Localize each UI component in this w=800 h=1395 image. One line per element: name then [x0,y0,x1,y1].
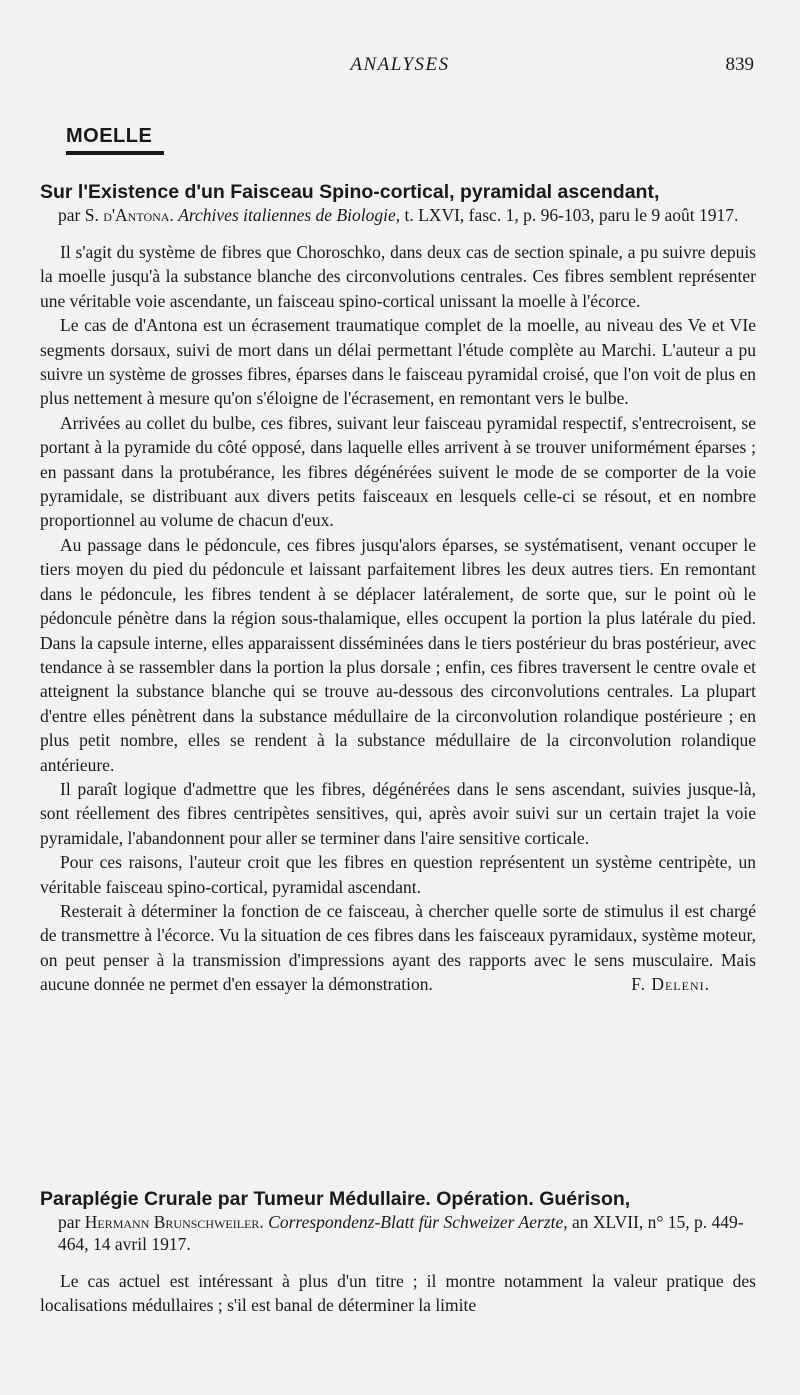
running-head [0,54,800,78]
section-title: MOELLE [66,125,153,147]
citation-by: par [58,1212,81,1232]
article-citation [40,1211,756,1255]
article-body [40,1269,756,1318]
article-citation: par S. d'Antona. Archives italiennes de Biologie, t. LXVI, fasc. 1, p. 96-103, paru le 9 août 1917. [58,205,739,225]
paragraph: Arrivées au collet du bulbe, ces fibres, suivant leur faisceau pyramidal respectif, s'entrecroisent, se portant à la pyramide du côté opposé, dans laquelle elles arrivent à se trouver uniformément éparses ; en passant dans la protubérance, les fibres dégénérées suivent le mode de se comporter de la voie pyramidale, se distribuant aux divers petits faisceaux en lesquels celle-ci se résout, et en nombre proportionnel au volume de chacun d'eux. [40,412,756,531]
paragraph: Pour ces raisons, l'auteur croit que les fibres en question représentent un système centripète, un véritable faisceau spino-cortical, pyramidal ascendant. [40,852,756,897]
citation-details: an XLVII, n° 15, p. 449-464, 14 avril 1917. [58,1212,744,1254]
article-title: Sur l'Existence d'un Faisceau Spino-cortical, pyramidal ascendant, [40,181,660,203]
citation-by: par S. [58,205,99,225]
citation-journal: Correspondenz-Blatt für Schweizer Aerzte, [268,1212,568,1232]
citation-details: t. LXVI, fasc. 1, p. 96-103, paru le 9 août 1917. [404,205,739,225]
paragraph: Il paraît logique d'admettre que les fibres, dégénérées dans le sens ascendant, suivies jusque-là, sont réellement des fibres centripètes sensitives, qui, après avoir suivi sur un certain trajet la voie pyramidale, l'abandonnent pour aller se terminer dans l'aire sensitive corticale. [40,778,756,848]
reviewer-signature: F. Deleni. [631,974,710,995]
citation-author: d'Antona [103,205,170,225]
article-title: Paraplégie Crurale par Tumeur Médullaire. Opération. Guérison, [40,1188,631,1210]
paragraph: Le cas actuel est intéressant à plus d'un titre ; il montre notamment la valeur pratique des localisations médullaires ; s'il est banal de déterminer la limite [40,1271,756,1316]
page-number: 839 [725,54,754,75]
paragraph: Il s'agit du système de fibres que Choroschko, dans deux cas de section spinale, a pu suivre depuis la moelle jusqu'à la substance blanche des circonvolutions centrales. Ces fibres semblent représenter une véritable voie ascendante, un faisceau spino-cortical unissant la moelle à l'écorce. [40,242,756,311]
section-underline [66,151,164,155]
paragraph-text: Resterait à déterminer la fonction de ce faisceau, à chercher quelle sorte de stimulus il est chargé de transmettre à l'écorce. Vu la situation de ces fibres dans les faisceaux pyramidaux, système moteur, on peut penser à la transmission d'impressions ayant des rapports avec le sens musculaire. Mais aucune donnée ne permet d'en essayer la démonstration. [40,900,756,995]
running-title: ANALYSES [350,54,450,75]
citation-journal: Archives italiennes de Biologie, [178,205,401,225]
paragraph [40,899,756,997]
article-spino-cortical [40,180,756,997]
paragraph: Au passage dans le pédoncule, ces fibres jusqu'alors éparses, se systématisent, venant occuper le tiers moyen du pied du pédoncule et laissant parfaitement libres les deux autres tiers. En remontant dans le pédoncule, les fibres tendent à se déplacer latéralement, de sorte que, sur le point où le pédoncule pénètre dans la région sous-thalamique, elles occupent la portion la plus latérale du pied. Dans la capsule interne, elles apparaissent disséminées dans le tiers postérieur du bras postérieur, avec tendance à se rassembler dans la portion la plus dorsale ; enfin, ces fibres traversent le centre ovale et atteignent la substance blanche qui se trouve au-dessous des circonvolutions centrales. La plupart d'entre elles pénètrent dans la substance médullaire de la circonvolution rolandique postérieure ; en plus petit nombre, elles se rendent à la substance médullaire de la circonvolution rolandique antérieure. [40,534,756,775]
citation-author: Hermann Brunschweiler. [84,1212,264,1232]
article-paraplegie [40,1187,756,1318]
article-body [40,240,756,997]
paragraph: Le cas de d'Antona est un écrasement traumatique complet de la moelle, au niveau des Ve et VIe segments dorsaux, suivi de mort dans un délai permettant l'étude complète au Marchi. L'auteur a pu suivre un système de grosses fibres, éparses dans le faisceau pyramidal croisé, que l'on voit de plus en plus nettement à mesure qu'on s'éloigne de l'écrasement, en remontant vers le bulbe. [40,315,756,409]
